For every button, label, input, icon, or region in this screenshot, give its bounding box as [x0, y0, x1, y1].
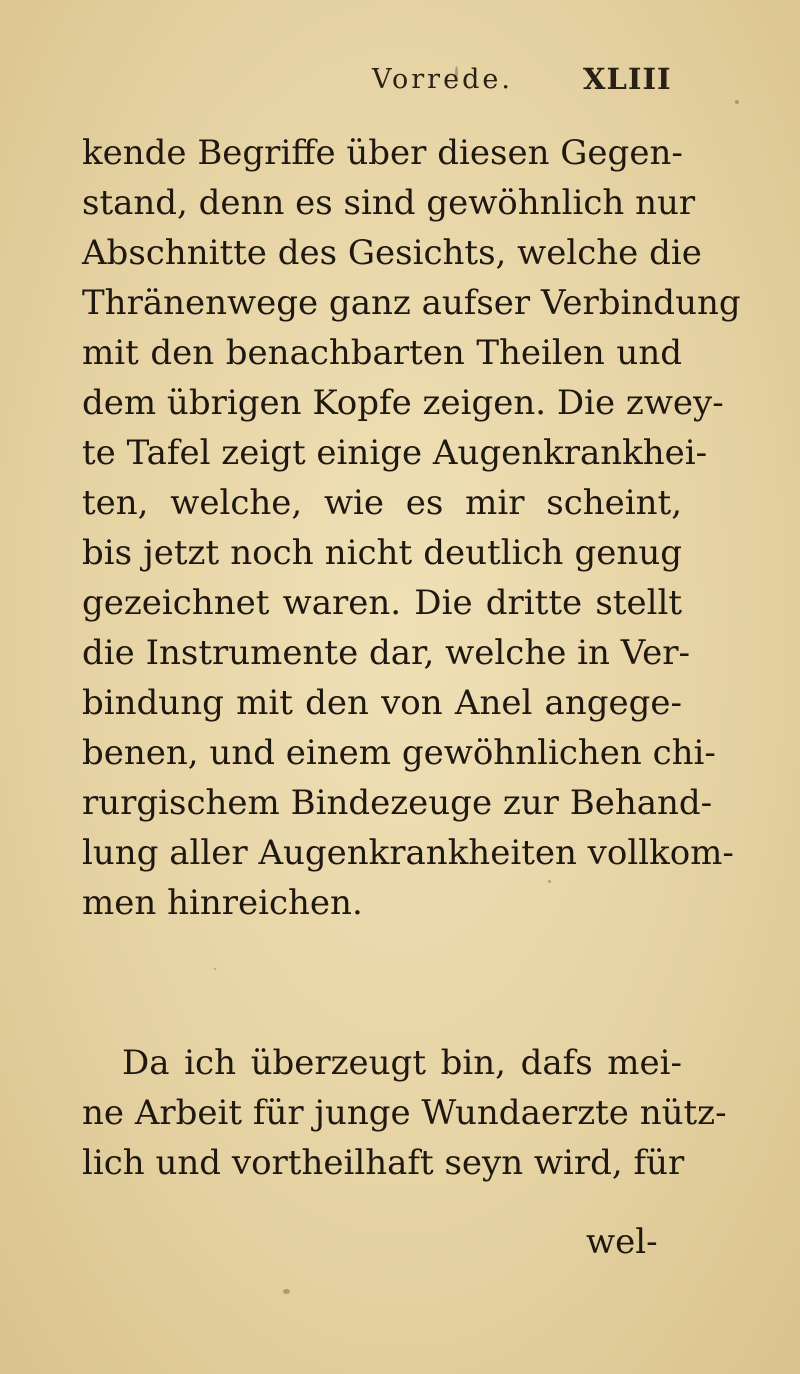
text-line: ten, welche, wie es mir scheint,	[82, 483, 682, 523]
text-line: Abschnitte des Gesichts, welche die	[82, 233, 702, 273]
text-line: die Instrumente dar, welche in Ver-	[82, 633, 691, 673]
paragraph-2	[82, 1038, 727, 1188]
text-line: rurgischem Bindezeuge zur Behand-	[82, 783, 713, 823]
text-line: bis jetzt noch nicht deutlich genug	[82, 533, 682, 573]
text-line: dem übrigen Kopfe zeigen. Die zwey-	[82, 383, 724, 423]
text-line: te Tafel zeigt einige Augenkrankhei-	[82, 433, 708, 473]
text-line: men hinreichen.	[82, 883, 363, 923]
text-line: ne Arbeit für junge Wundaerzte nütz-	[82, 1093, 727, 1133]
text-line: gezeichnet waren. Die dritte stellt	[82, 583, 682, 623]
text-line: kende Begriffe über diesen Gegen-	[82, 133, 683, 173]
text-line: lich und vortheilhaft seyn wird, für	[82, 1143, 685, 1183]
text-line: mit den benachbarten Theilen und	[82, 333, 682, 373]
catchword: wel-	[586, 1222, 658, 1262]
text-line: benen, und einem gewöhnlichen chi-	[82, 733, 716, 773]
page-number: XLIII	[583, 62, 672, 96]
text-line: Thränenwege ganz aufser Verbindung	[82, 283, 741, 323]
text-line: lung aller Augenkrankheiten vollkom-	[82, 833, 734, 873]
text-line: stand, denn es sind gewöhnlich nur	[82, 183, 696, 223]
print-speck	[283, 1289, 290, 1294]
body-text	[82, 128, 741, 1188]
text-line: Da ich überzeugt bin, dafs mei-	[122, 1043, 682, 1083]
running-head: Vorrede.	[372, 64, 513, 95]
text-line: bindung mit den von Anel angege-	[82, 683, 682, 723]
paragraph-gap	[82, 928, 682, 1038]
page-header	[0, 62, 800, 106]
paragraph-1	[82, 128, 741, 928]
